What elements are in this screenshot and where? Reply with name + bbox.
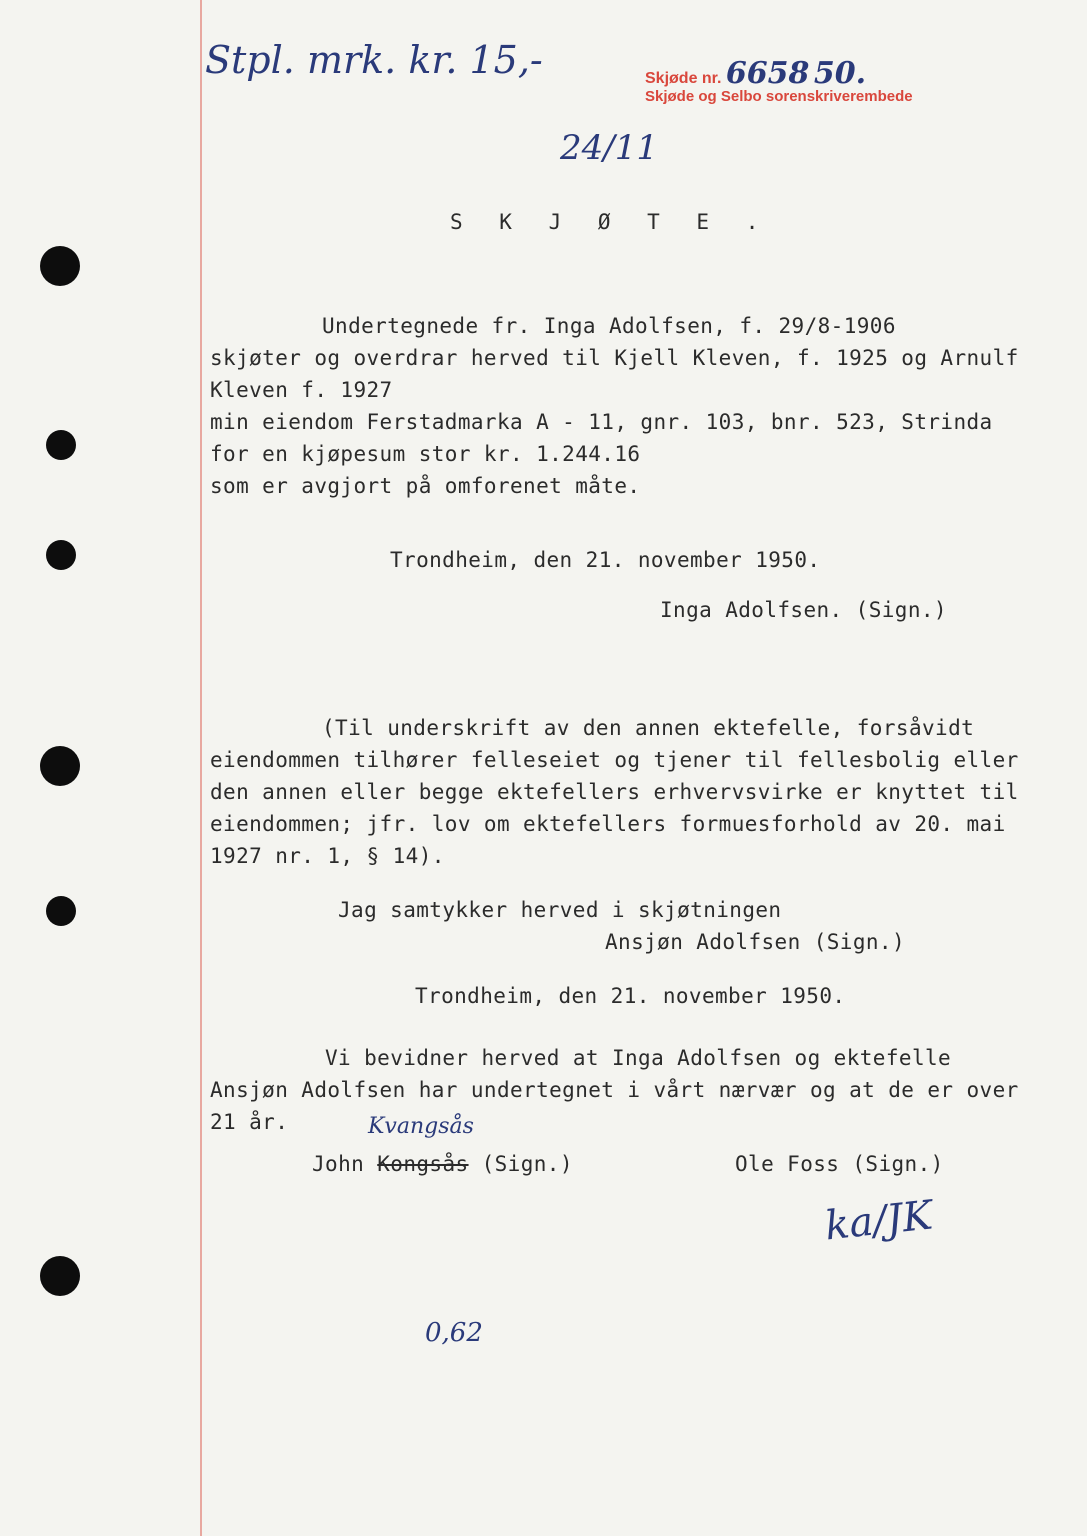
spouse-signature: Ansjøn Adolfsen (Sign.) bbox=[605, 930, 905, 954]
consent-line: eiendommen; jfr. lov om ektefellers formuesforhold av 20. mai bbox=[210, 812, 1006, 836]
consent-agreement: Jag samtykker herved i skjøtningen bbox=[338, 898, 782, 922]
witness-line: Ansjøn Adolfsen har undertegnet i vårt nærvær og at de er over bbox=[210, 1078, 1019, 1102]
witness-1-signature bbox=[312, 1152, 573, 1176]
deed-line: som er avgjort på omforenet måte. bbox=[210, 474, 641, 498]
deed-line: skjøter og overdrar herved til Kjell Kleven, f. 1925 og Arnulf bbox=[210, 346, 1019, 370]
consent-line: (Til underskrift av den annen ektefelle, forsåvidt bbox=[322, 716, 975, 740]
registry-stamp: Skjøde nr. 6658 50. bbox=[645, 56, 867, 91]
deed-line: Undertegnede fr. Inga Adolfsen, f. 29/8-1906 bbox=[322, 314, 896, 338]
punch-hole bbox=[40, 246, 80, 286]
stamp-year: 50. bbox=[813, 56, 867, 91]
deed-line: Kleven f. 1927 bbox=[210, 378, 393, 402]
witness-line: Vi bevidner herved at Inga Adolfsen og ektefelle bbox=[325, 1046, 952, 1070]
bottom-note: 0,62 bbox=[425, 1318, 483, 1348]
witness-2-signature: Ole Foss (Sign.) bbox=[735, 1152, 944, 1176]
initials: ka/JK bbox=[822, 1192, 935, 1250]
stamp-duty-note: Stpl. mrk. kr. 15,- bbox=[205, 38, 543, 82]
witness-1-struck-name: Kongsås bbox=[377, 1152, 469, 1176]
place-date: Trondheim, den 21. november 1950. bbox=[390, 548, 821, 572]
consent-line: 1927 nr. 1, § 14). bbox=[210, 844, 445, 868]
punch-hole bbox=[40, 746, 80, 786]
stamp-number: 6658 bbox=[725, 56, 810, 91]
handwritten-correction: Kvangsås bbox=[368, 1114, 474, 1139]
seller-signature: Inga Adolfsen. (Sign.) bbox=[660, 598, 947, 622]
place-date: Trondheim, den 21. november 1950. bbox=[415, 984, 846, 1008]
deed-line: for en kjøpesum stor kr. 1.244.16 bbox=[210, 442, 641, 466]
punch-hole bbox=[40, 1256, 80, 1296]
document-title: S K J Ø T E . bbox=[450, 210, 771, 234]
deed-line: min eiendom Ferstadmarka A - 11, gnr. 103, bnr. 523, Strinda bbox=[210, 410, 993, 434]
date-note: 24/11 bbox=[560, 128, 658, 168]
punch-hole bbox=[46, 540, 76, 570]
consent-line: den annen eller begge ektefellers erhvervsvirke er knyttet til bbox=[210, 780, 1019, 804]
margin-line bbox=[200, 0, 202, 1536]
consent-line: eiendommen tilhører felleseiet og tjener til fellesbolig eller bbox=[210, 748, 1019, 772]
witness-1-sign: (Sign.) bbox=[481, 1152, 573, 1176]
witness-line: 21 år. bbox=[210, 1110, 289, 1134]
witness-1-first-name: John bbox=[312, 1152, 365, 1176]
registry-stamp-office: Skjøde og Selbo sorenskriverembede bbox=[645, 88, 913, 105]
punch-hole bbox=[46, 430, 76, 460]
punch-hole bbox=[46, 896, 76, 926]
